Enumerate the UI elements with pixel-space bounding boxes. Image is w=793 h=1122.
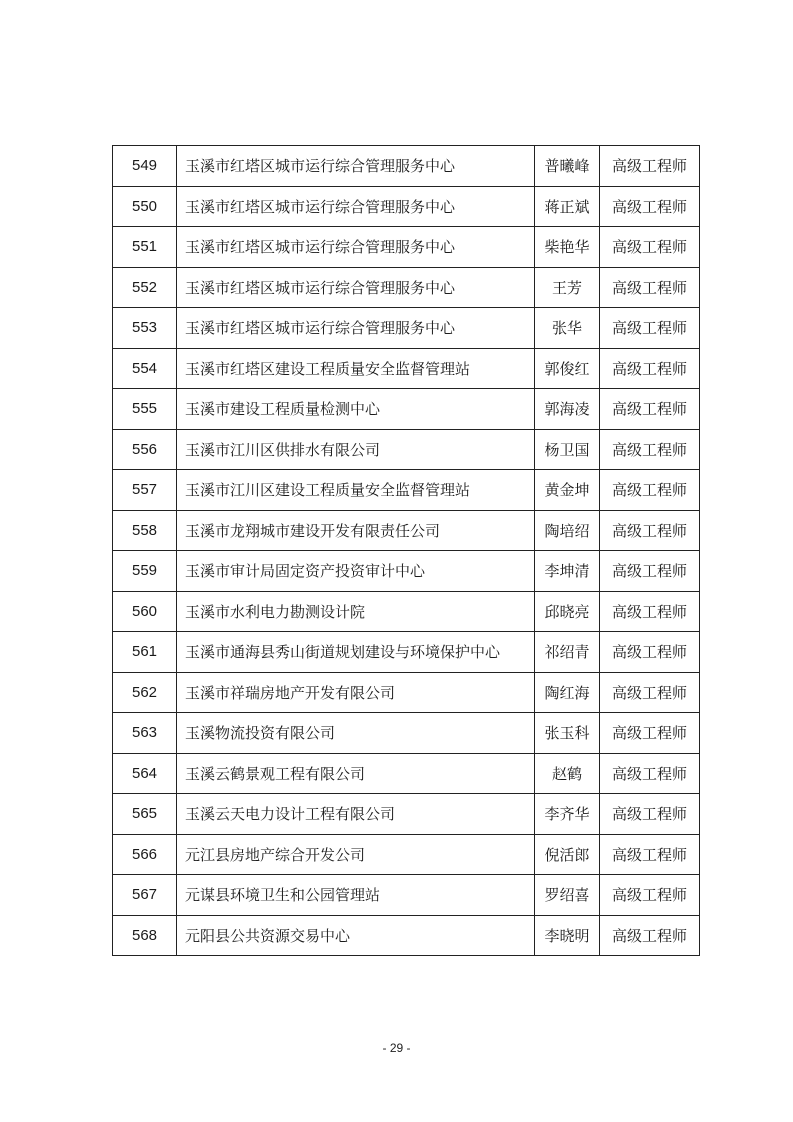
organization-cell: 元江县房地产综合开发公司 [177,834,535,875]
organization-cell: 玉溪市红塔区城市运行综合管理服务中心 [177,186,535,227]
row-number-cell: 561 [113,632,177,673]
table-row [113,348,700,389]
job-title-cell: 高级工程师 [600,429,700,470]
table-row [113,186,700,227]
person-name-cell: 陶培绍 [535,510,600,551]
person-name-cell: 蒋正斌 [535,186,600,227]
row-number-cell: 568 [113,915,177,956]
organization-cell: 玉溪云天电力设计工程有限公司 [177,794,535,835]
person-name-cell: 李坤清 [535,551,600,592]
row-number-cell: 560 [113,591,177,632]
person-name-cell: 普曦峰 [535,146,600,187]
job-title-cell: 高级工程师 [600,915,700,956]
job-title-cell: 高级工程师 [600,267,700,308]
person-name-cell: 李齐华 [535,794,600,835]
person-name-cell: 罗绍喜 [535,875,600,916]
person-name-cell: 邱晓亮 [535,591,600,632]
person-name-cell: 王芳 [535,267,600,308]
job-title-cell: 高级工程师 [600,591,700,632]
table-body [113,146,700,956]
person-name-cell: 黄金坤 [535,470,600,511]
table-row [113,834,700,875]
job-title-cell: 高级工程师 [600,632,700,673]
row-number-cell: 556 [113,429,177,470]
person-name-cell: 李晓明 [535,915,600,956]
person-name-cell: 陶红海 [535,672,600,713]
row-number-cell: 551 [113,227,177,268]
table-row [113,915,700,956]
row-number-cell: 558 [113,510,177,551]
organization-cell: 玉溪市江川区供排水有限公司 [177,429,535,470]
table-row [113,146,700,187]
organization-cell: 玉溪市审计局固定资产投资审计中心 [177,551,535,592]
organization-cell: 玉溪市祥瑞房地产开发有限公司 [177,672,535,713]
organization-cell: 玉溪市龙翔城市建设开发有限责任公司 [177,510,535,551]
row-number-cell: 565 [113,794,177,835]
job-title-cell: 高级工程师 [600,186,700,227]
row-number-cell: 562 [113,672,177,713]
row-number-cell: 553 [113,308,177,349]
row-number-cell: 563 [113,713,177,754]
table-row [113,794,700,835]
organization-cell: 玉溪市水利电力勘测设计院 [177,591,535,632]
job-title-cell: 高级工程师 [600,227,700,268]
organization-cell: 玉溪市江川区建设工程质量安全监督管理站 [177,470,535,511]
table-row [113,429,700,470]
row-number-cell: 549 [113,146,177,187]
table-row [113,591,700,632]
table-row [113,470,700,511]
table-row [113,227,700,268]
organization-cell: 玉溪市红塔区城市运行综合管理服务中心 [177,146,535,187]
table-row [113,753,700,794]
person-name-cell: 郭俊红 [535,348,600,389]
row-number-cell: 552 [113,267,177,308]
job-title-cell: 高级工程师 [600,753,700,794]
organization-cell: 玉溪物流投资有限公司 [177,713,535,754]
organization-cell: 玉溪市红塔区城市运行综合管理服务中心 [177,267,535,308]
organization-cell: 玉溪市红塔区城市运行综合管理服务中心 [177,308,535,349]
table-row [113,551,700,592]
table-row [113,510,700,551]
job-title-cell: 高级工程师 [600,510,700,551]
person-name-cell: 倪活郎 [535,834,600,875]
organization-cell: 玉溪市建设工程质量检测中心 [177,389,535,430]
person-name-cell: 杨卫国 [535,429,600,470]
job-title-cell: 高级工程师 [600,672,700,713]
job-title-cell: 高级工程师 [600,713,700,754]
table-row [113,308,700,349]
person-name-cell: 祁绍青 [535,632,600,673]
table-row [113,672,700,713]
table-row [113,267,700,308]
personnel-table [112,145,700,956]
person-name-cell: 赵鹤 [535,753,600,794]
person-name-cell: 柴艳华 [535,227,600,268]
row-number-cell: 559 [113,551,177,592]
job-title-cell: 高级工程师 [600,551,700,592]
job-title-cell: 高级工程师 [600,146,700,187]
job-title-cell: 高级工程师 [600,348,700,389]
job-title-cell: 高级工程师 [600,794,700,835]
table-row [113,389,700,430]
job-title-cell: 高级工程师 [600,834,700,875]
row-number-cell: 550 [113,186,177,227]
row-number-cell: 557 [113,470,177,511]
job-title-cell: 高级工程师 [600,875,700,916]
person-name-cell: 张华 [535,308,600,349]
organization-cell: 玉溪市红塔区建设工程质量安全监督管理站 [177,348,535,389]
row-number-cell: 566 [113,834,177,875]
organization-cell: 玉溪市通海县秀山街道规划建设与环境保护中心 [177,632,535,673]
organization-cell: 元阳县公共资源交易中心 [177,915,535,956]
row-number-cell: 564 [113,753,177,794]
organization-cell: 元谋县环境卫生和公园管理站 [177,875,535,916]
job-title-cell: 高级工程师 [600,389,700,430]
row-number-cell: 555 [113,389,177,430]
job-title-cell: 高级工程师 [600,470,700,511]
row-number-cell: 567 [113,875,177,916]
person-name-cell: 张玉科 [535,713,600,754]
organization-cell: 玉溪云鹤景观工程有限公司 [177,753,535,794]
row-number-cell: 554 [113,348,177,389]
table-row [113,713,700,754]
page-number: - 29 - [382,1041,411,1055]
organization-cell: 玉溪市红塔区城市运行综合管理服务中心 [177,227,535,268]
person-name-cell: 郭海凌 [535,389,600,430]
table-row [113,875,700,916]
table-row [113,632,700,673]
job-title-cell: 高级工程师 [600,308,700,349]
